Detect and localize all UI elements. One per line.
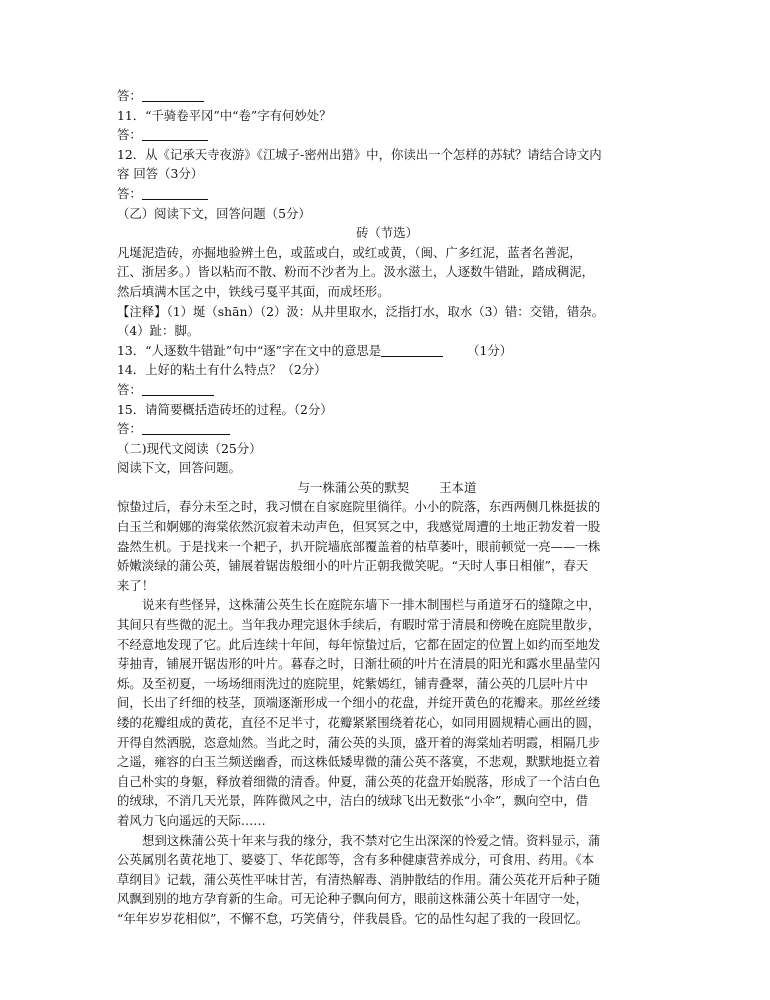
section-b-title: 砖（节选） (356, 225, 418, 241)
article-author: 王本道 (439, 479, 477, 495)
article-title: 与一株蒲公英的默契 (297, 479, 410, 495)
paragraph-line: 说来有些怪异，这株蒲公英生长在庭院东墙下一排木制围栏与甬道牙石的缝隙之中， (142, 597, 601, 613)
paragraph-line: 风飘到别的地方孕育新的生命。可无论种子飘向何方，眼前这株蒲公英十年固守一处， (117, 891, 588, 907)
answer-blank[interactable] (142, 421, 230, 435)
paragraph-line: 盎然生机。于是找来一个耙子，扒开院墙底部覆盖着的枯草萎叶，眼前顿觉一亮——一株 (117, 538, 601, 554)
section-b-heading: （乙）阅读下文，回答问题（5分） (117, 205, 311, 221)
question-13: 13．“人逐数牛错趾”句中“逐”字在文中的意思是 （1分） (117, 342, 513, 358)
paragraph-line: 白玉兰和婀娜的海棠依然沉寂着未动声色，但冥冥之中，我感觉周遭的土地正勃发着一股 (117, 519, 601, 535)
paragraph-line: 着风力飞向遥远的天际…… (117, 812, 266, 828)
passage-line: 江、浙居多。）皆以粘而不散、粉而不沙者为上。汲水滋土，人逐数牛错趾，踏成稠泥， (117, 264, 595, 280)
answer-line-15: 答： (117, 419, 657, 439)
paragraph-line: 惊蛰过后，春分未至之时，我习惯在自家庭院里徜徉。小小的院落，东西两侧几株挺拔的 (117, 499, 601, 515)
notes-line-2: （4）趾：脚。 (117, 323, 200, 339)
paragraph-2 (117, 595, 657, 830)
section-c-instruction: 阅读下文，回答问题。 (117, 460, 241, 476)
paragraph-line: 开得自然洒脱，恣意灿然。当此之时，蒲公英的头顶，盛开着的海棠灿若明霞，相隔几步 (117, 734, 601, 750)
question-12-line-2: 容 回答（3分） (117, 166, 204, 182)
answer-blank[interactable] (142, 127, 208, 141)
paragraph-line: 自己朴实的身躯，释放着细微的清香。仲夏，蒲公英的花盘开始脱落，形成了一个洁白色 (117, 773, 601, 789)
paragraph-line: 烁。及至初夏，一场场细雨洗过的庭院里，姹紫嫣红，铺青叠翠，蒲公英的几层叶片中 (117, 675, 588, 691)
answer-line-10: 答： (117, 86, 657, 106)
article-title-line (117, 478, 657, 498)
paragraph-3 (117, 831, 657, 929)
exam-page (117, 86, 657, 929)
answer-blank[interactable] (142, 186, 208, 200)
question-12-line-1: 12．从《记承天寺夜游》《江城子-密州出猎》中，你读出一个怎样的苏轼？请结合诗文内 (117, 146, 602, 162)
answer-line-14: 答： (117, 380, 657, 400)
paragraph-line: 来了！ (117, 577, 155, 593)
paragraph-line: 之遥，雍容的白玉兰频送幽香，而这株低矮卑微的蒲公英不落寞，不悲观，默默地挺立着 (117, 754, 601, 770)
paragraph-line: 公英属別名黄花地丁、婆婆丁、华花郎等，含有多种健康营养成分，可食用、药用。《本 (117, 852, 595, 868)
paragraph-line: 芽抽青，铺展开锯齿形的叶片。暮春之时，日渐壮硕的叶片在清晨的阳光和露水里晶莹闪 (117, 656, 601, 672)
paragraph-line: 其间只有些微的泥土。当年我办理完退休手续后，有暇时常于清晨和傍晚在庭院里散步， (117, 617, 601, 633)
paragraph-line: “年年岁岁花相似”，不懈不怠，巧笑倩兮，伴我晨昏。它的品性勾起了我的一段回忆。 (117, 910, 589, 926)
paragraph-line: 间，长出了纤细的枝茎，顶端逐渐形成一个细小的花盘，并绽开黄色的花瓣来。那丝丝缕 (117, 695, 601, 711)
question-15: 15．请简要概括造砖坯的过程。（2分） (117, 401, 333, 417)
paragraph-line: 缕的花瓣组成的黄花，直径不足半寸，花瓣紧紧围绕着花心，如同用圆规精心画出的圆， (117, 715, 601, 730)
question-14: 14．上好的粘土有什么特点？（2分） (117, 362, 327, 378)
passage-line: 凡埏泥造砖，亦掘地验辨土色，或蓝或白，或红或黄，（闽、广多红泥，蓝者名善泥， (117, 244, 582, 260)
paragraph-line: 不经意地发现了它。此后连续十年间，每年惊蛰过后，它都在固定的位置上如约而至地发 (117, 636, 601, 652)
paragraph-line: 的绒球，不消几天光景，阵阵微风之中，洁白的绒球飞出无数张“小伞”，飘向空中，借 (117, 793, 589, 809)
paragraph-line: 草纲目》记载，蒲公英性平味甘苦，有清热解毒、消肿散结的作用。蒲公英花开后种子随 (117, 871, 601, 887)
answer-line-11: 答： (117, 125, 657, 145)
section-c-heading: （二)现代文阅读（25分） (117, 440, 262, 456)
answer-blank[interactable] (142, 88, 204, 102)
paragraph-1 (117, 497, 657, 595)
answer-line-12: 答： (117, 184, 657, 204)
paragraph-line: 想到这株蒲公英十年来与我的缘分，我不禁对它生出深深的怜爱之情。资料显示，蒲 (142, 832, 601, 848)
passage-line: 然后填满木匡之中，铁线弓戛平其面，而成坯形。 (117, 283, 390, 299)
notes-line-1: 【注释】（1）埏（shān）（2）汲：从井里取水，泛指打水，取水（3）错：交错，错杂。 (117, 303, 605, 319)
answer-blank[interactable] (381, 343, 443, 357)
answer-blank[interactable] (142, 382, 214, 396)
question-11: 11．“千骑卷平冈”中“卷”字有何妙处？ (117, 107, 332, 123)
paragraph-line: 娇嫩淡绿的蒲公英，铺展着锯齿般细小的叶片正朝我微笑呢。“天时人事日相催”，春天 (117, 558, 589, 574)
